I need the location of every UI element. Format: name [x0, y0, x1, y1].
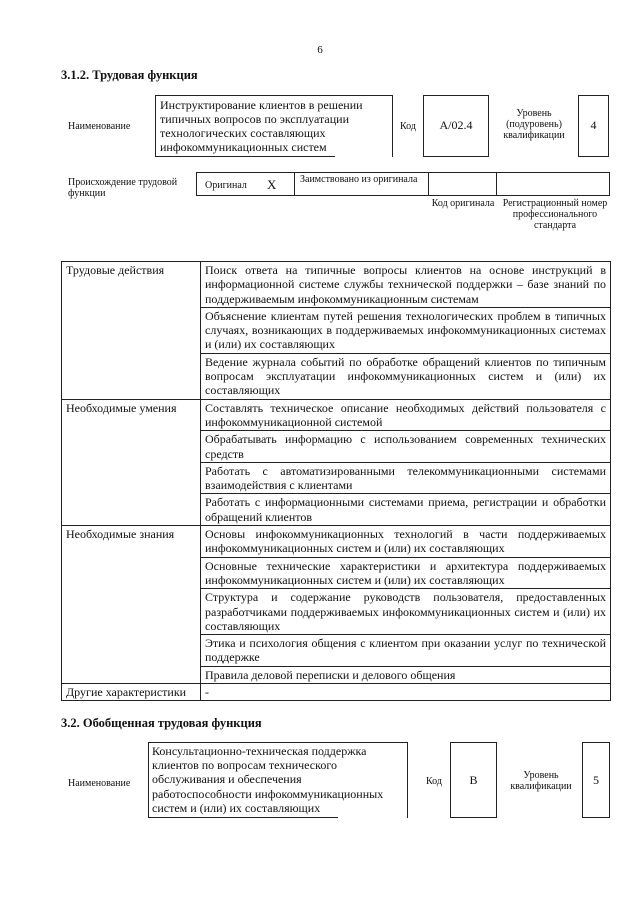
code-label-32: Код	[426, 776, 442, 787]
level-value-312: 4	[590, 118, 597, 132]
table-cell: Основные технические характеристики и архитектура поддерживаемых инфокоммуникационных систем и (или) их составляющих	[201, 557, 611, 589]
code-value-box-32	[450, 742, 497, 818]
table-cell: Этика и психология общения с клиентом при оказании услуг по технической поддержке	[201, 635, 611, 667]
page-number: 6	[317, 44, 323, 56]
level-label-312: Уровень (подуровень) квалификации	[503, 108, 565, 141]
table-cell: Работать с автоматизированными телекоммуникационными системами взаимодействия с клиентами	[201, 462, 611, 494]
reg-number-label: Регистрационный номер профессионального стандарта	[502, 198, 608, 231]
table-cell: Основы инфокоммуникационных технологий в части поддерживаемых инфокоммуникационных систем и (или) их составляющих	[201, 526, 611, 558]
borrowed-label: Заимствовано из оригинала	[300, 174, 418, 185]
table-row	[62, 262, 611, 308]
section-heading-32: 3.2. Обобщенная трудовая функция	[61, 716, 262, 730]
row-label: Другие характеристики	[62, 684, 201, 701]
labor-function-table	[61, 261, 611, 701]
original-mark: X	[267, 177, 277, 192]
level-value-box-312	[578, 95, 609, 157]
row-label: Трудовые действия	[62, 262, 201, 400]
code-label-312: Код	[400, 121, 416, 132]
function-name-text: Инструктирование клиентов в решении типичных вопросов по эксплуатации технологических составляющих инфокоммуникационных систем	[160, 98, 363, 154]
generalized-function-name-text: Консультационно-техническая поддержка клиентов по вопросам технического обслуживания и обеспечения работоспособности инфокоммуникационных систем и (или) их составляющих	[152, 744, 384, 815]
row-label: Необходимые умения	[62, 399, 201, 525]
table-cell: -	[201, 684, 611, 701]
table-cell: Объяснение клиентам путей решения технологических проблем в типичных случаях, возникающих в поддерживаемых инфокоммуникационных системах и (или) их составляющих	[201, 307, 611, 353]
row-label: Необходимые знания	[62, 526, 201, 684]
code-value-box-312	[423, 95, 489, 157]
original-label: Оригинал	[205, 180, 247, 191]
code-original-label: Код оригинала	[431, 198, 495, 209]
table-cell: Ведение журнала событий по обработке обращений клиентов по типичным вопросам эксплуатации инфокоммуникационных систем и (или) их составляющих	[201, 353, 611, 399]
name-label-32: Наименование	[68, 778, 131, 789]
level-value-32: 5	[593, 773, 599, 787]
table-row	[62, 399, 611, 431]
function-name-box	[155, 95, 393, 157]
table-cell: Работать с информационными системами приема, регистрации и обработки обращений клиентов	[201, 494, 611, 526]
level-label-32: Уровень квалификации	[510, 770, 572, 792]
table-cell: Составлять техническое описание необходимых действий пользователя с инфокоммуникационной системой	[201, 399, 611, 431]
table-cell: Правила деловой переписки и делового общения	[201, 666, 611, 683]
level-value-box-32	[582, 742, 610, 818]
code-value-312: A/02.4	[439, 118, 473, 132]
table-cell: Обрабатывать информацию с использованием современных технических средств	[201, 431, 611, 463]
name-label-312: Наименование	[68, 121, 131, 132]
generalized-function-name-box	[148, 742, 408, 818]
origin-label: Происхождение трудовой функции	[68, 177, 178, 199]
section-heading-312: 3.1.2. Трудовая функция	[61, 68, 198, 82]
code-value-32: B	[469, 773, 478, 787]
table-row	[62, 684, 611, 701]
table-cell: Структура и содержание руководств пользователя, предоставленных разработчиками поддерживаемых инфокоммуникационных систем и (или) их составляющих	[201, 589, 611, 635]
table-cell: Поиск ответа на типичные вопросы клиентов на основе инструкций в информационной системе службы технической поддержки – базе знаний по поддерживаемым инфокоммуникационным системам	[201, 262, 611, 308]
table-row	[62, 526, 611, 558]
